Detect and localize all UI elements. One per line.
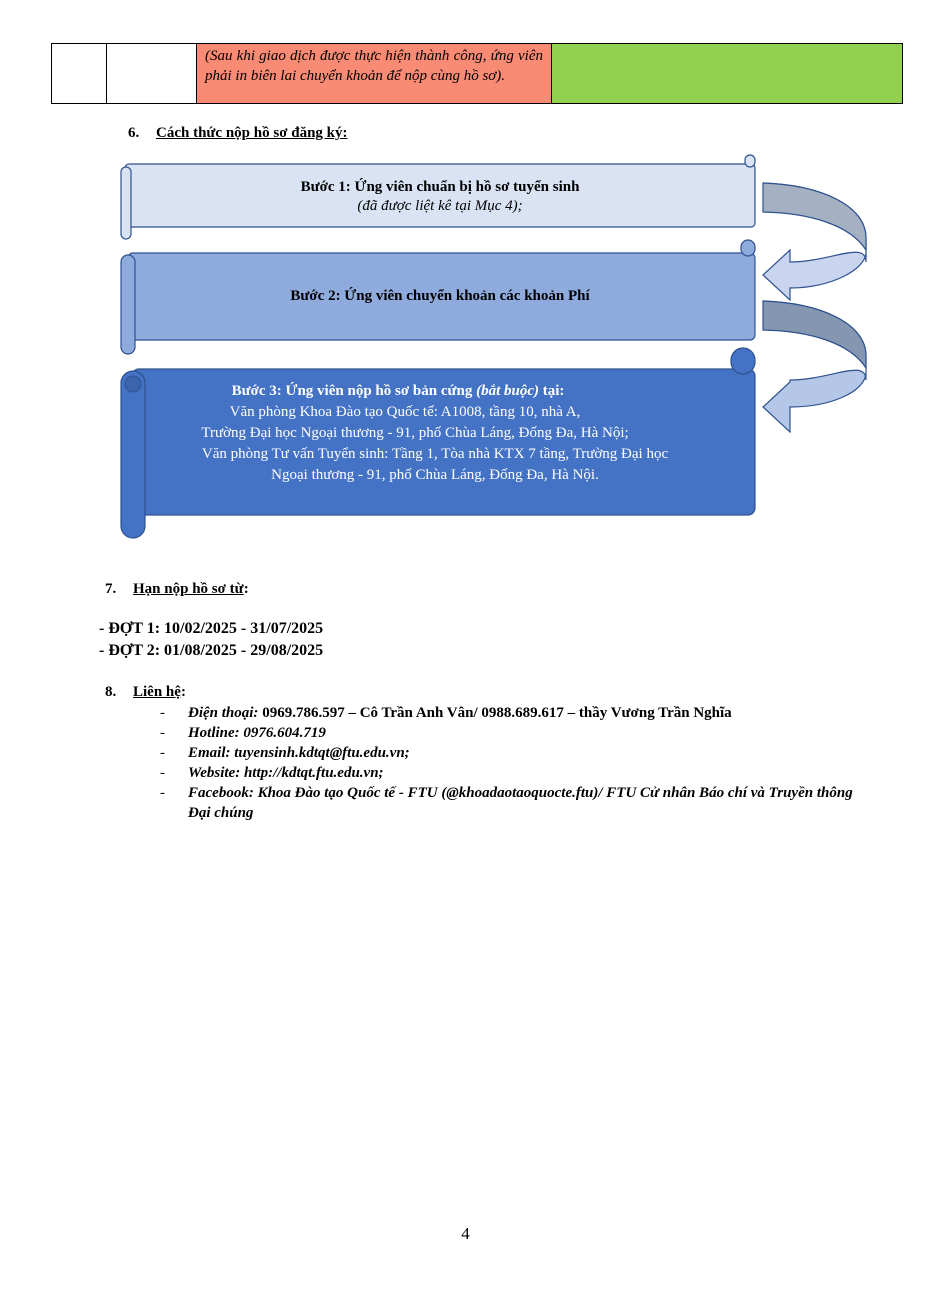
step-3-address-line-2: Trường Đại học Ngoại thương - 91, phố Chùa Láng, Đống Đa, Hà Nội; bbox=[201, 425, 629, 441]
contact-facebook-text: Facebook: Khoa Đào tạo Quốc tế - FTU (@khoadaotaoquocte.ftu)/ FTU Cử nhân Báo chí và Truyền thông Đại chúng bbox=[188, 785, 853, 821]
round-1: - ĐỢT 1: 10/02/2025 - 31/07/2025 bbox=[99, 620, 324, 637]
table-cell-transfer-note: (Sau khi giao dịch được thực hiện thành công, ứng viên phải in biên lai chuyển khoản để nộp cùng hồ sơ). bbox=[197, 44, 552, 104]
step-3-title-required: (bắt buộc) bbox=[476, 383, 540, 399]
contact-email-text: Email: tuyensinh.kdtqt@ftu.edu.vn; bbox=[188, 745, 410, 761]
curved-arrow-2-icon bbox=[763, 301, 866, 432]
section-7-heading bbox=[105, 581, 249, 598]
round-2: - ĐỢT 2: 01/08/2025 - 29/08/2025 bbox=[99, 642, 324, 659]
section-7-number: 7. bbox=[105, 581, 117, 597]
step-1-text bbox=[135, 177, 745, 214]
section-8-colon: : bbox=[180, 684, 186, 700]
section-6-number: 6. bbox=[128, 125, 140, 141]
step-2-text bbox=[140, 286, 740, 307]
section-7-title: Hạn nộp hồ sơ từ bbox=[133, 581, 244, 597]
curved-arrow-1-icon bbox=[763, 183, 866, 300]
contact-email: - Email: tuyensinh.kdtqt@ftu.edu.vn; bbox=[160, 745, 410, 761]
step-2-title: Bước 2: Ứng viên chuyển khoản các khoản Phí bbox=[290, 288, 590, 304]
step-3-address-line-1: Văn phòng Khoa Đào tạo Quốc tế: A1008, tầng 10, nhà A, bbox=[229, 404, 581, 420]
step-1-subtitle: (đã được liệt kê tại Mục 4); bbox=[357, 198, 523, 214]
contact-website: - Website: http://kdtqt.ftu.edu.vn; bbox=[160, 765, 384, 781]
section-6-title: Cách thức nộp hồ sơ đăng ký: bbox=[156, 125, 348, 141]
section-8-number: 8. bbox=[105, 684, 117, 700]
contact-phone-value: 0969.786.597 – Cô Trần Anh Vân/ 0988.689.617 – thầy Vương Trần Nghĩa bbox=[258, 705, 732, 721]
contact-facebook: - Facebook: Khoa Đào tạo Quốc tế - FTU (@khoadaotaoquocte.ftu)/ FTU Cử nhân Báo chí và Truyền thông Đại chúng bbox=[160, 785, 853, 821]
section-8-heading bbox=[105, 684, 186, 701]
contact-phone: - Điện thoại: 0969.786.597 – Cô Trần Anh Vân/ 0988.689.617 – thầy Vương Trần Nghĩa bbox=[160, 705, 732, 721]
step-1-title: Bước 1: Ứng viên chuẩn bị hồ sơ tuyển sinh bbox=[300, 179, 580, 195]
step-3-address-line-4: Ngoại thương - 91, phố Chùa Láng, Đống Đa, Hà Nội. bbox=[271, 467, 599, 483]
contact-phone-label: Điện thoại: bbox=[188, 705, 259, 721]
contact-hotline: - Hotline: 0976.604.719 bbox=[160, 725, 326, 741]
step-3-text bbox=[150, 381, 740, 486]
section-8-title: Liên hệ bbox=[133, 684, 181, 700]
step-3-title-suffix: tại: bbox=[539, 383, 565, 399]
section-7-colon: : bbox=[243, 581, 249, 597]
contact-website-text: Website: http://kdtqt.ftu.edu.vn; bbox=[188, 765, 384, 781]
contact-list bbox=[160, 703, 880, 823]
page-number: 4 bbox=[461, 1224, 470, 1243]
contact-hotline-text: Hotline: 0976.604.719 bbox=[188, 725, 326, 741]
step-3-address-line-3: Văn phòng Tư vấn Tuyển sinh: Tầng 1, Tòa nhà KTX 7 tầng, Trường Đại học bbox=[201, 446, 669, 462]
step-3-title: Bước 3: Ứng viên nộp hồ sơ bản cứng bbox=[231, 383, 477, 399]
